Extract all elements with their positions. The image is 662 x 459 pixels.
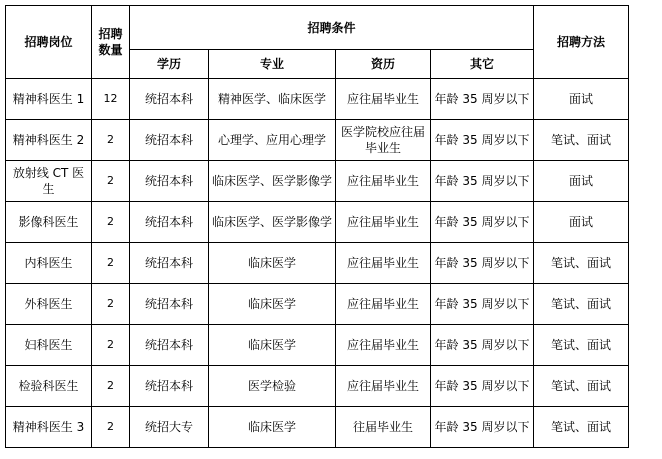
cell-education: 统招本科 — [130, 243, 209, 284]
cell-position: 外科医生 — [6, 284, 92, 325]
cell-position: 精神科医生 1 — [6, 79, 92, 120]
cell-method: 面试 — [534, 79, 629, 120]
cell-method: 笔试、面试 — [534, 366, 629, 407]
table-row — [6, 243, 629, 284]
cell-education: 统招本科 — [130, 325, 209, 366]
cell-qualification: 应往届毕业生 — [336, 79, 431, 120]
cell-qualification: 应往届毕业生 — [336, 325, 431, 366]
cell-count: 2 — [92, 366, 130, 407]
cell-count: 2 — [92, 284, 130, 325]
table-body — [6, 79, 629, 448]
cell-other: 年龄 35 周岁以下 — [431, 161, 534, 202]
cell-method: 笔试、面试 — [534, 407, 629, 448]
cell-count: 2 — [92, 202, 130, 243]
cell-major: 临床医学 — [209, 407, 336, 448]
cell-major: 临床医学、医学影像学 — [209, 161, 336, 202]
cell-other: 年龄 35 周岁以下 — [431, 407, 534, 448]
cell-method: 面试 — [534, 161, 629, 202]
cell-qualification: 应往届毕业生 — [336, 161, 431, 202]
cell-other: 年龄 35 周岁以下 — [431, 284, 534, 325]
cell-education: 统招本科 — [130, 161, 209, 202]
cell-position: 放射线 CT 医生 — [6, 161, 92, 202]
header-major: 专业 — [209, 50, 336, 79]
header-count-line1: 招聘 — [98, 27, 123, 41]
cell-other: 年龄 35 周岁以下 — [431, 243, 534, 284]
cell-education: 统招大专 — [130, 407, 209, 448]
cell-position: 精神科医生 3 — [6, 407, 92, 448]
cell-qualification: 应往届毕业生 — [336, 284, 431, 325]
cell-method: 笔试、面试 — [534, 325, 629, 366]
cell-qualification: 应往届毕业生 — [336, 366, 431, 407]
cell-major: 精神医学、临床医学 — [209, 79, 336, 120]
cell-position: 妇科医生 — [6, 325, 92, 366]
cell-qualification: 应往届毕业生 — [336, 202, 431, 243]
cell-position: 检验科医生 — [6, 366, 92, 407]
cell-position: 内科医生 — [6, 243, 92, 284]
table-row — [6, 407, 629, 448]
cell-education: 统招本科 — [130, 284, 209, 325]
cell-count: 2 — [92, 243, 130, 284]
cell-other: 年龄 35 周岁以下 — [431, 120, 534, 161]
recruitment-table-container — [5, 5, 629, 448]
table-row — [6, 284, 629, 325]
cell-method: 笔试、面试 — [534, 243, 629, 284]
cell-major: 医学检验 — [209, 366, 336, 407]
cell-qualification: 应往届毕业生 — [336, 243, 431, 284]
header-count — [92, 6, 130, 79]
cell-method: 笔试、面试 — [534, 284, 629, 325]
cell-position: 精神科医生 2 — [6, 120, 92, 161]
recruitment-table — [5, 5, 629, 448]
cell-count: 2 — [92, 325, 130, 366]
cell-other: 年龄 35 周岁以下 — [431, 325, 534, 366]
header-conditions: 招聘条件 — [130, 6, 534, 50]
cell-major: 临床医学 — [209, 243, 336, 284]
cell-education: 统招本科 — [130, 120, 209, 161]
cell-education: 统招本科 — [130, 202, 209, 243]
cell-count: 2 — [92, 120, 130, 161]
cell-major: 临床医学 — [209, 325, 336, 366]
cell-method: 笔试、面试 — [534, 120, 629, 161]
cell-education: 统招本科 — [130, 79, 209, 120]
cell-major: 临床医学 — [209, 284, 336, 325]
cell-other: 年龄 35 周岁以下 — [431, 202, 534, 243]
cell-education: 统招本科 — [130, 366, 209, 407]
header-other: 其它 — [431, 50, 534, 79]
cell-method: 面试 — [534, 202, 629, 243]
header-education: 学历 — [130, 50, 209, 79]
table-row — [6, 202, 629, 243]
cell-qualification: 往届毕业生 — [336, 407, 431, 448]
cell-count: 12 — [92, 79, 130, 120]
cell-count: 2 — [92, 407, 130, 448]
cell-count: 2 — [92, 161, 130, 202]
header-row-1 — [6, 6, 629, 50]
header-method: 招聘方法 — [534, 6, 629, 79]
table-row — [6, 366, 629, 407]
header-qualification: 资历 — [336, 50, 431, 79]
table-row — [6, 120, 629, 161]
table-row — [6, 79, 629, 120]
cell-major: 心理学、应用心理学 — [209, 120, 336, 161]
header-count-line2: 数量 — [98, 43, 123, 57]
cell-other: 年龄 35 周岁以下 — [431, 366, 534, 407]
cell-position: 影像科医生 — [6, 202, 92, 243]
header-position: 招聘岗位 — [6, 6, 92, 79]
cell-qualification: 医学院校应往届毕业生 — [336, 120, 431, 161]
cell-major: 临床医学、医学影像学 — [209, 202, 336, 243]
cell-other: 年龄 35 周岁以下 — [431, 79, 534, 120]
table-row — [6, 325, 629, 366]
table-row — [6, 161, 629, 202]
